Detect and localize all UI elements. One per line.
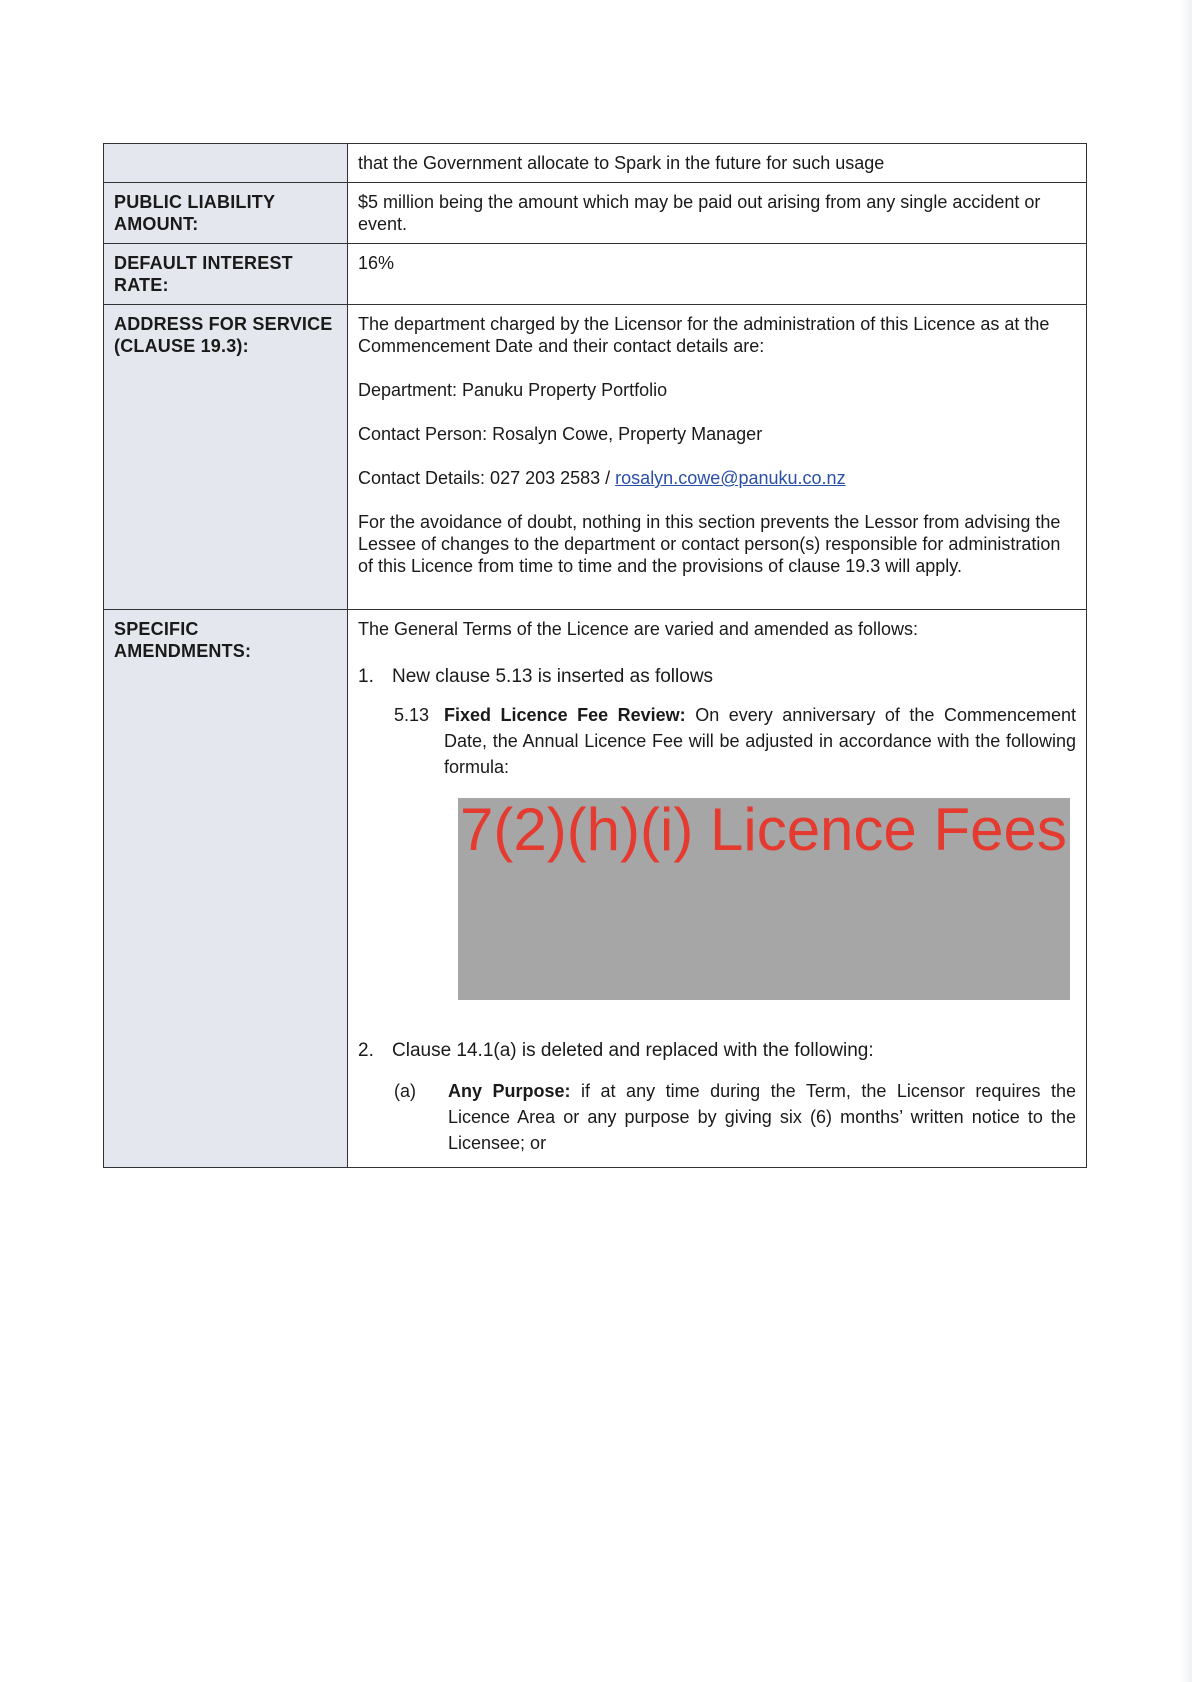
clause-14-1-a <box>394 1078 1076 1156</box>
amendments-intro: The General Terms of the Licence are varied and amended as follows: <box>358 619 918 639</box>
row-value-public-liability: $5 million being the amount which may be paid out arising from any single accident or event. <box>348 183 1087 244</box>
table-row-public-liability <box>104 183 1087 244</box>
table-row-specific-amendments <box>104 610 1087 1168</box>
row-value-default-interest: 16% <box>348 244 1087 305</box>
list-item-1-number: 1. <box>358 666 374 687</box>
list-item-2-number: 2. <box>358 1040 374 1061</box>
clause-14-1-a-body <box>448 1078 1076 1156</box>
row-label-specific-amendments: SPECIFIC AMENDMENTS: <box>104 610 348 1168</box>
clause-14-1-a-text: if at any time during the Term, the Licensor requires the Licence Area or any purpose by giving six (6) months’ written notice to the Licensee; or <box>448 1081 1076 1153</box>
clause-5-13-number: 5.13 <box>394 705 430 725</box>
clause-5-13-body <box>444 702 1076 780</box>
row-label-usage <box>104 144 348 183</box>
redaction-block <box>458 798 1070 1000</box>
clause-14-1-a-number: (a) <box>394 1081 416 1101</box>
address-contact-details <box>358 467 1076 489</box>
row-label-public-liability: PUBLIC LIABILITY AMOUNT: <box>104 183 348 244</box>
email-link[interactable]: rosalyn.cowe@panuku.co.nz <box>615 468 846 488</box>
table-row-usage <box>104 144 1087 183</box>
row-label-default-interest: DEFAULT INTEREST RATE: <box>104 244 348 305</box>
clause-14-1-a-heading: Any Purpose: <box>448 1081 571 1101</box>
address-contact-person: Contact Person: Rosalyn Cowe, Property Manager <box>358 424 763 444</box>
clause-5-13-heading: Fixed Licence Fee Review: <box>444 705 686 725</box>
address-intro: The department charged by the Licensor for the administration of this Licence as at the Commencement Date and their contact details are: <box>358 314 1050 356</box>
page-edge-shadow <box>1180 0 1192 1682</box>
row-label-address-for-service: ADDRESS FOR SERVICE (CLAUSE 19.3): <box>104 305 348 610</box>
list-item-1-text: New clause 5.13 is inserted as follows <box>392 666 714 687</box>
row-value-address-for-service <box>348 305 1087 610</box>
address-department: Department: Panuku Property Portfolio <box>358 380 668 400</box>
contact-details-label: Contact Details: 027 203 2583 / <box>358 468 616 488</box>
table-row-default-interest <box>104 244 1087 305</box>
address-note: For the avoidance of doubt, nothing in this section prevents the Lessor from advising the Lessee of changes to the department or contact person(s) responsible for administration of this Licence from time to time and the provisions of clause 19.3 will apply. <box>358 512 1061 576</box>
clause-5-13 <box>394 702 1076 780</box>
clause-5-13-text: On every anniversary of the Commencement Date, the Annual Licence Fee will be adjusted in accordance with the following formula: <box>444 705 1077 777</box>
row-value-specific-amendments <box>348 610 1087 1168</box>
redaction-label: 7(2)(h)(i) Licence Fees <box>460 798 1067 863</box>
row-value-usage: that the Government allocate to Spark in the future for such usage <box>348 144 1087 183</box>
licence-schedule-table <box>103 143 1087 1168</box>
list-item-1 <box>358 666 1076 688</box>
table-row-address-for-service <box>104 305 1087 610</box>
list-item-2 <box>358 1040 1076 1062</box>
list-item-2-text: Clause 14.1(a) is deleted and replaced with the following: <box>392 1040 874 1061</box>
